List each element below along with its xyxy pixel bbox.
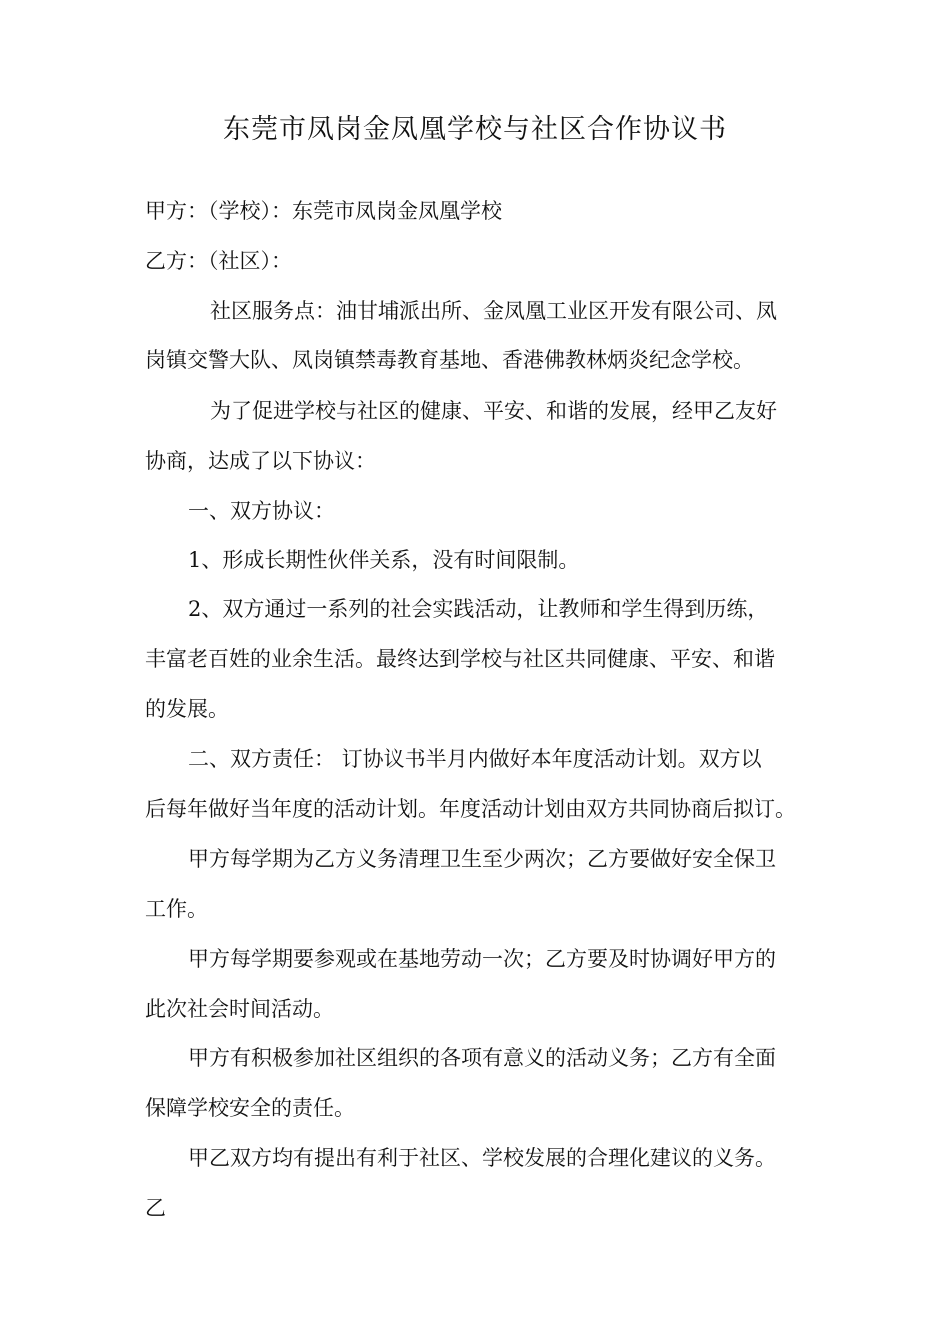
paragraph-line: 岗镇交警大队、凤岗镇禁毒教育基地、香港佛教林炳炎纪念学校。 — [145, 348, 754, 372]
paragraph-line: 后每年做好当年度的活动计划。年度活动计划由双方共同协商后拟订。 — [145, 797, 796, 821]
clause-line: 1、形成长期性伙伴关系，没有时间限制。 — [188, 548, 580, 572]
paragraph-line: 丰富老百姓的业余生活。最终达到学校与社区共同健康、平安、和谐 — [145, 647, 775, 671]
paragraph-line: 工作。 — [145, 897, 208, 921]
paragraph-line: 甲方每学期为乙方义务清理卫生至少两次；乙方要做好安全保卫 — [188, 847, 776, 871]
paragraph-line: 协商，达成了以下协议： — [145, 449, 376, 473]
party-b-line: 乙方：（社区）： — [145, 249, 292, 273]
document-title: 东莞市凤岗金凤凰学校与社区合作协议书 — [223, 114, 727, 145]
paragraph-line: 甲方有积极参加社区组织的各项有意义的活动义务；乙方有全面 — [188, 1046, 776, 1070]
paragraph-line: 社区服务点：油甘埔派出所、金凤凰工业区开发有限公司、凤 — [210, 299, 777, 323]
paragraph-line: 保障学校安全的责任。 — [145, 1096, 355, 1120]
paragraph-line: 此次社会时间活动。 — [145, 997, 334, 1021]
paragraph-line: 的发展。 — [145, 697, 229, 721]
party-a-line: 甲方：（学校）：东莞市凤岗金凤凰学校 — [145, 199, 502, 223]
clause-line: 2、双方通过一系列的社会实践活动，让教师和学生得到历练， — [188, 597, 769, 621]
paragraph-line: 甲方每学期要参观或在基地劳动一次；乙方要及时协调好甲方的 — [188, 947, 776, 971]
section-heading: 二、双方责任： 订协议书半月内做好本年度活动计划。双方以 — [188, 747, 762, 771]
section-heading: 一、双方协议： — [188, 499, 335, 523]
paragraph-line: 甲乙双方均有提出有利于社区、学校发展的合理化建议的义务。 — [188, 1146, 776, 1170]
paragraph-line: 为了促进学校与社区的健康、平安、和谐的发展，经甲乙友好 — [210, 399, 777, 423]
paragraph-line: 乙 — [145, 1196, 166, 1220]
